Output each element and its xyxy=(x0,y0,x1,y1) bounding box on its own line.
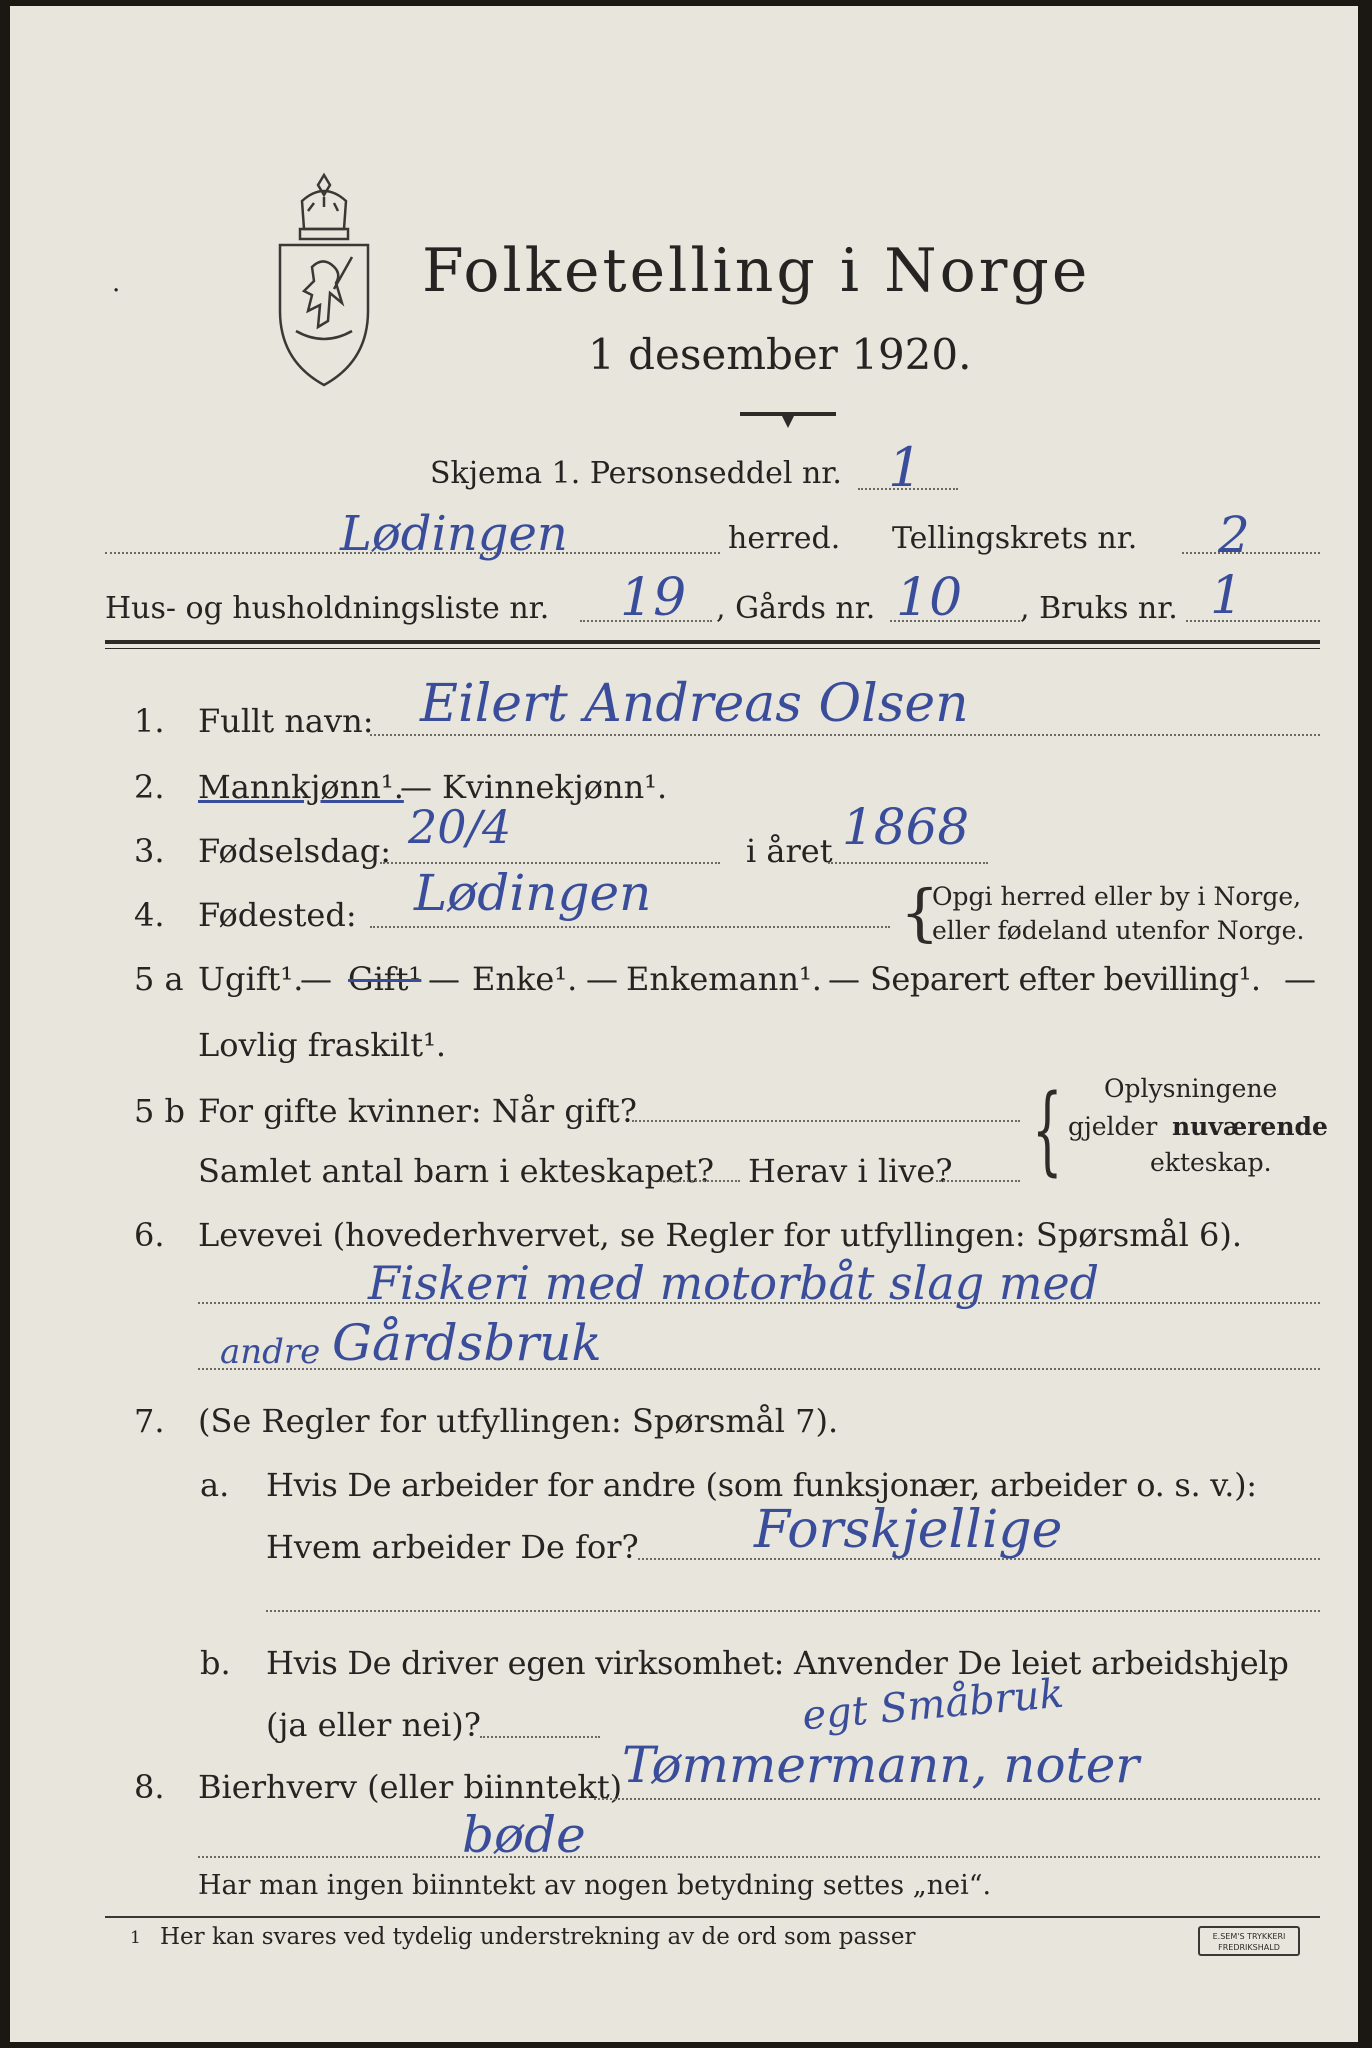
q8-number: 8. xyxy=(134,1768,165,1806)
fraskilt-option[interactable]: Lovlig fraskilt¹. xyxy=(198,1026,447,1064)
bruks-line xyxy=(1186,620,1320,622)
footer-rule xyxy=(105,1916,1320,1918)
married-date-line xyxy=(632,1120,1020,1122)
q5b-note-2a: gjelder xyxy=(1068,1112,1158,1141)
alive-line xyxy=(936,1180,1020,1182)
hus-value[interactable]: 19 xyxy=(620,568,687,628)
hus-label: Hus- og husholdningsliste nr. xyxy=(105,591,550,626)
schema-label: Skjema 1. Personseddel nr. xyxy=(430,456,842,491)
bruks-value[interactable]: 1 xyxy=(1210,566,1244,626)
q7-label: (Se Regler for utfyllingen: Spørsmål 7). xyxy=(198,1402,839,1440)
q7a-who-label: Hvem arbeider De for? xyxy=(266,1528,639,1566)
tellingskrets-line xyxy=(1182,552,1320,554)
q1-line xyxy=(370,734,1320,736)
q6-label: Levevei (hovederhvervet, se Regler for utfyllingen: Spørsmål 6). xyxy=(198,1216,1243,1254)
q7b-letter: b. xyxy=(200,1644,231,1682)
side-income-value-1[interactable]: Tømmermann, noter xyxy=(622,1736,1140,1794)
q7a-letter: a. xyxy=(200,1466,230,1504)
q5b-brace: { xyxy=(1032,1074,1063,1186)
q5b-note-3: ekteskap. xyxy=(1150,1148,1272,1177)
enke-option[interactable]: Enke¹. xyxy=(472,960,578,998)
hired-help-line xyxy=(480,1736,600,1738)
q7-number: 7. xyxy=(134,1402,165,1440)
birthplace-line xyxy=(370,926,890,928)
q4-number: 4. xyxy=(134,896,165,934)
occupation-value-2a[interactable]: andre xyxy=(220,1332,321,1372)
q3-number: 3. xyxy=(134,832,165,870)
q4-label: Fødested: xyxy=(198,896,357,934)
form-title: Folketelling i Norge xyxy=(422,236,1091,306)
year-label: i året xyxy=(746,832,833,870)
birth-year-line xyxy=(828,862,988,864)
tellingskrets-value[interactable]: 2 xyxy=(1218,506,1250,564)
norwegian-coat-of-arms-icon xyxy=(272,171,376,389)
birth-year-value[interactable]: 1868 xyxy=(842,798,970,856)
occupation-value-1[interactable]: Fiskeri med motorbåt slag med xyxy=(368,1256,1100,1310)
side-income-value-above[interactable]: egt Småbruk xyxy=(800,1670,1066,1740)
q2-separator: — xyxy=(400,768,432,806)
q7b-question: (ja eller nei)? xyxy=(266,1706,481,1744)
footnote-mark: 1 xyxy=(130,1928,141,1948)
footnote-text: Her kan svares ved tydelig understrekning av de ord som passer xyxy=(160,1924,916,1950)
herred-value[interactable]: Lødingen xyxy=(340,506,568,562)
birthday-value[interactable]: 20/4 xyxy=(408,800,512,854)
gift-option[interactable]: Gift¹ xyxy=(348,960,422,998)
bruks-label: , Bruks nr. xyxy=(1020,591,1178,626)
bullet-dot: · xyxy=(112,276,121,306)
children-line xyxy=(660,1180,740,1182)
birthplace-value[interactable]: Lødingen xyxy=(414,864,652,922)
schema-number-value[interactable]: 1 xyxy=(888,436,923,499)
q4-brace: { xyxy=(900,876,940,949)
q5b-number: 5 b xyxy=(134,1092,186,1130)
q5a-number: 5 a xyxy=(134,960,184,998)
section-divider xyxy=(105,640,1320,649)
ornament-divider xyxy=(738,406,838,432)
q5a-dash-3: — xyxy=(586,960,618,998)
employer-line-2 xyxy=(266,1610,1320,1612)
no-income-note: Har man ingen biinntekt av nogen betydning settes „nei“. xyxy=(198,1870,992,1901)
side-income-line-1 xyxy=(594,1798,1320,1800)
gards-label: , Gårds nr. xyxy=(716,591,876,626)
q5b-note-1: Oplysningene xyxy=(1104,1074,1278,1103)
printer-mark xyxy=(1198,1926,1300,1956)
q1-number: 1. xyxy=(134,702,165,740)
side-income-value-2[interactable]: bøde xyxy=(462,1806,586,1864)
q7b-text: Hvis De driver egen virksomhet: Anvender De leiet arbeidshjelp xyxy=(266,1644,1289,1682)
q5a-dash-2: — xyxy=(428,960,460,998)
occupation-value-2b[interactable]: Gårdsbruk xyxy=(332,1314,602,1372)
q7a-text: Hvis De arbeider for andre (som funksjonær, arbeider o. s. v.): xyxy=(266,1466,1257,1504)
printer-name: E.SEM'S TRYKKERI xyxy=(1212,1932,1286,1941)
ugift-option[interactable]: Ugift¹. xyxy=(198,960,304,998)
q6-number: 6. xyxy=(134,1216,165,1254)
tellingskrets-label: Tellingskrets nr. xyxy=(892,521,1138,556)
q5b-note-2b: nuværende xyxy=(1172,1112,1328,1141)
form-date: 1 desember 1920. xyxy=(588,330,972,379)
male-option[interactable]: Mannkjønn¹. xyxy=(198,768,404,806)
separert-option[interactable]: Separert efter bevilling¹. xyxy=(870,960,1261,998)
employer-value[interactable]: Forskjellige xyxy=(754,1500,1063,1560)
q5a-dash-4: — xyxy=(828,960,860,998)
alive-label: Herav i live? xyxy=(748,1152,953,1190)
q5b-label: For gifte kvinner: Når gift? xyxy=(198,1092,637,1130)
side-income-line-2 xyxy=(198,1856,1320,1858)
census-form-page xyxy=(10,6,1358,2042)
gards-value[interactable]: 10 xyxy=(896,568,963,628)
q5a-dash-1: — xyxy=(300,960,332,998)
birthplace-note-2: eller fødeland utenfor Norge. xyxy=(932,916,1305,945)
q8-label: Bierhverv (eller biinntekt) xyxy=(198,1768,623,1806)
q5a-dash-5: — xyxy=(1284,960,1316,998)
printer-city: FREDRIKSHALD xyxy=(1218,1943,1280,1952)
q1-label: Fullt navn: xyxy=(198,702,374,740)
full-name-value[interactable]: Eilert Andreas Olsen xyxy=(420,674,969,734)
q2-number: 2. xyxy=(134,768,165,806)
herred-label: herred. xyxy=(728,521,841,556)
female-option[interactable]: Kvinnekjønn¹. xyxy=(442,768,668,806)
enkemann-option[interactable]: Enkemann¹. xyxy=(626,960,822,998)
birthplace-note-1: Opgi herred eller by i Norge, xyxy=(932,882,1302,911)
children-label: Samlet antal barn i ekteskapet? xyxy=(198,1152,715,1190)
q3-label: Fødselsdag: xyxy=(198,832,392,870)
